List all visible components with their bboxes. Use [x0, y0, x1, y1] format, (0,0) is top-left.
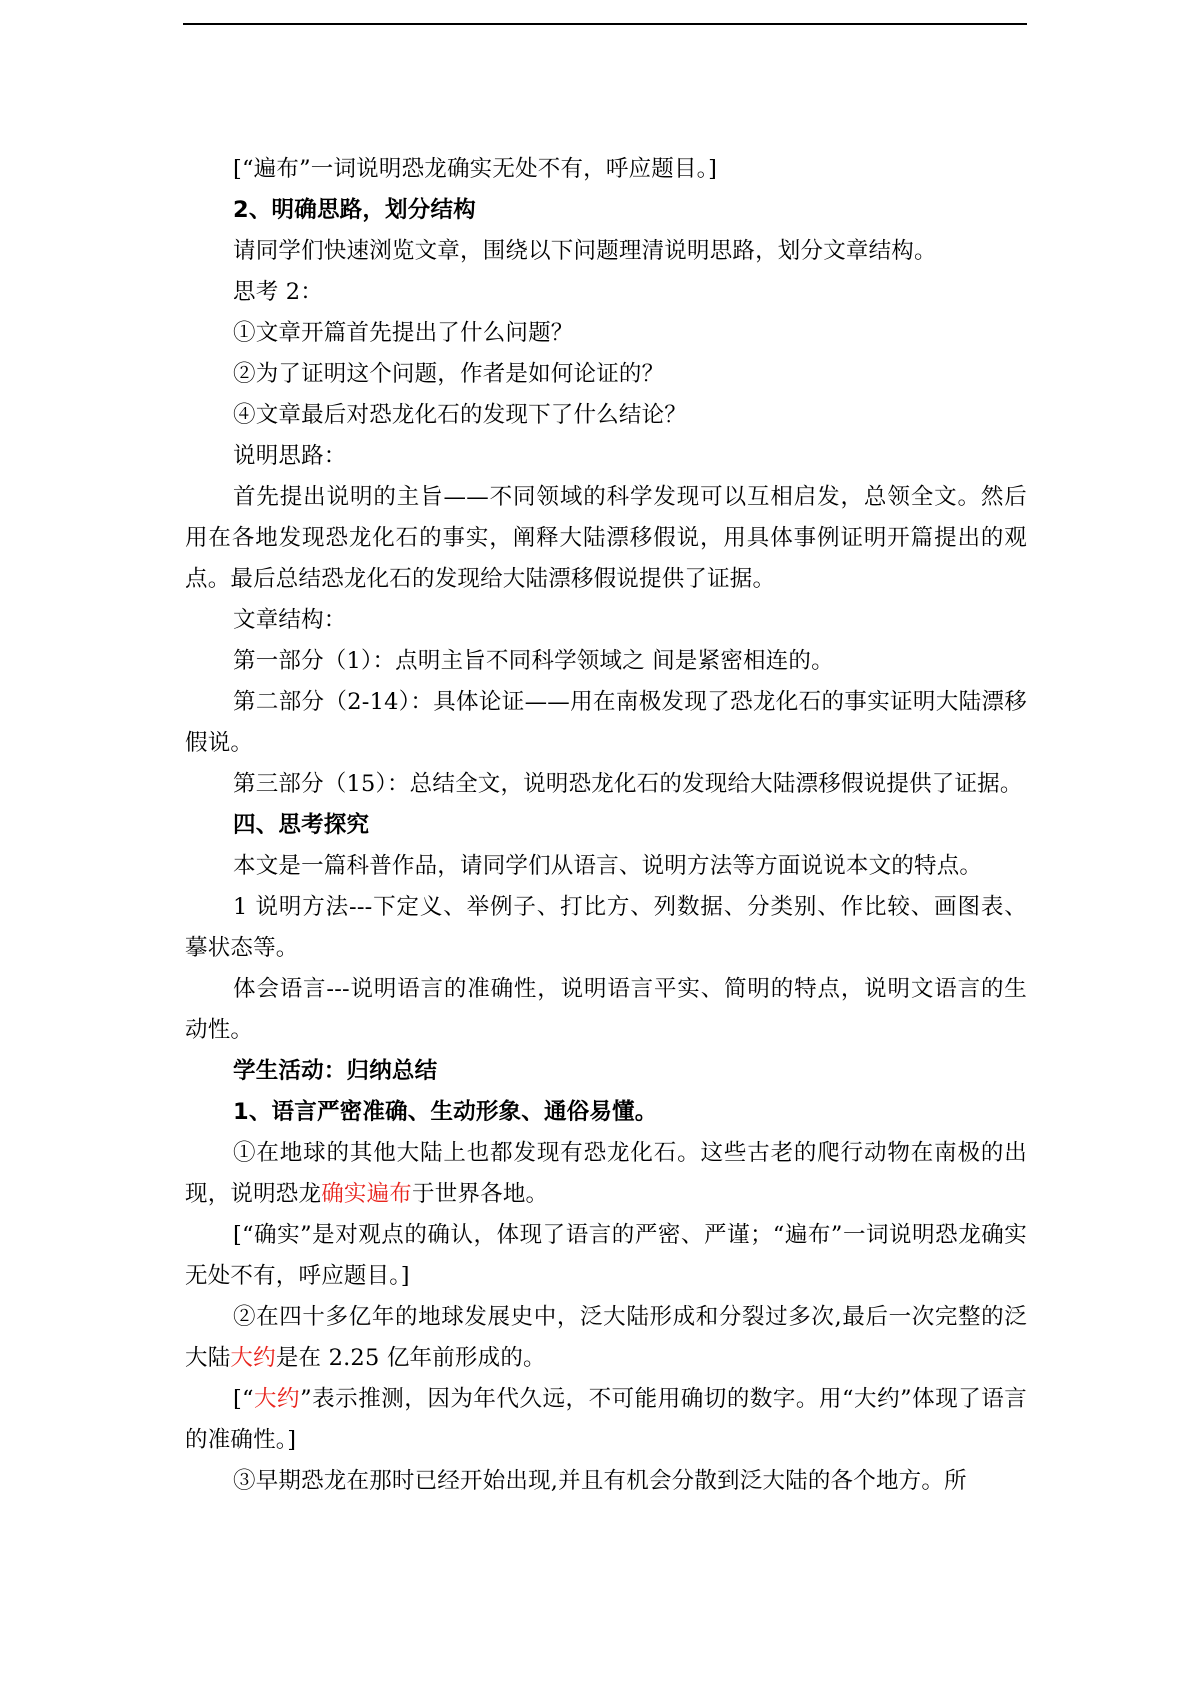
highlighted-text: 大约: [230, 1345, 276, 1371]
paragraph-p03: [185, 231, 1027, 272]
paragraph-text: 于世界各地。: [412, 1181, 549, 1207]
paragraph-p11: [185, 641, 1027, 682]
paragraph-text: ②在四十多亿年的地球发展史中，泛大陆形成和分裂过多次,最后一次完整的泛大陆: [185, 1304, 1027, 1371]
paragraph-text: 2、明确思路，划分结构: [233, 197, 476, 223]
paragraph-text: 体会语言---说明语言的准确性，说明语言平实、简明的特点，说明文语言的生动性。: [185, 976, 1027, 1043]
paragraph-p06: [185, 354, 1027, 395]
paragraph-p23: [185, 1379, 1027, 1461]
paragraph-p07: [185, 395, 1027, 436]
paragraph-text: [“遍布”一词说明恐龙确实无处不有，呼应题目。]: [233, 156, 718, 182]
paragraph-text: ②为了证明这个问题，作者是如何论证的？: [233, 361, 665, 387]
paragraph-p12: [185, 682, 1027, 764]
paragraph-p21: [185, 1215, 1027, 1297]
paragraph-text: 思考 2：: [233, 279, 323, 305]
paragraph-text: ④文章最后对恐龙化石的发现下了什么结论？: [233, 402, 688, 428]
paragraph-text: ①文章开篇首先提出了什么问题？: [233, 320, 574, 346]
paragraph-text: 第二部分（2-14）：具体论证——用在南极发现了恐龙化石的事实证明大陆漂移假说。: [185, 689, 1027, 756]
paragraph-p04: [185, 272, 1027, 313]
highlighted-text: 大约: [253, 1386, 301, 1412]
paragraph-text: ③早期恐龙在那时已经开始出现,并且有机会分散到泛大陆的各个地方。所: [233, 1468, 967, 1494]
paragraph-p01: [185, 149, 1027, 190]
paragraph-text: 文章结构：: [233, 607, 347, 633]
paragraph-text: 1、语言严密准确、生动形象、通俗易懂。: [233, 1099, 658, 1125]
paragraph-p10: [185, 600, 1027, 641]
highlighted-text: 确实遍布: [321, 1181, 413, 1207]
paragraph-p24: [185, 1461, 1027, 1502]
paragraph-p17: [185, 969, 1027, 1051]
paragraph-text: 四、思考探究: [233, 812, 370, 838]
paragraph-text: 本文是一篇科普作品，请同学们从语言、说明方法等方面说说本文的特点。: [233, 853, 983, 879]
header-rule: [183, 23, 1027, 25]
paragraph-text: [“确实”是对观点的确认，体现了语言的严密、严谨；“遍布”一词说明恐龙确实无处不有，呼应题目。]: [185, 1222, 1027, 1289]
paragraph-p22: [185, 1297, 1027, 1379]
paragraph-p02: [185, 190, 1027, 231]
paragraph-text: ①在地球的其他大陆上也都发现有恐龙化石。这些古老的爬行动物在南极的出现，说明恐龙: [185, 1140, 1027, 1207]
paragraph-p14: [185, 805, 1027, 846]
paragraph-text: 第一部分（1）：点明主旨不同科学领域之 间是紧密相连的。: [233, 648, 834, 674]
paragraph-p19: [185, 1092, 1027, 1133]
paragraph-text: 第三部分（15）：总结全文，说明恐龙化石的发现给大陆漂移假说提供了证据。: [233, 771, 1023, 797]
paragraph-p20: [185, 1133, 1027, 1215]
paragraph-p13: [185, 764, 1027, 805]
paragraph-text: 请同学们快速浏览文章，围绕以下问题理清说明思路，划分文章结构。: [233, 238, 937, 264]
paragraph-text: 首先提出说明的主旨——不同领域的科学发现可以互相启发，总领全文。然后用在各地发现恐龙化石的事实，阐释大陆漂移假说，用具体事例证明开篇提出的观点。最后总结恐龙化石的发现给大陆漂移假说提供了证据。: [185, 484, 1027, 592]
paragraph-text: 1 说明方法---下定义、举例子、打比方、列数据、分类别、作比较、画图表、摹状态等。: [185, 894, 1027, 961]
document-body: [185, 149, 1027, 1502]
paragraph-p16: [185, 887, 1027, 969]
paragraph-text: 说明思路：: [233, 443, 347, 469]
paragraph-text: 是在 2.25 亿年前形成的。: [275, 1345, 546, 1371]
paragraph-p08: [185, 436, 1027, 477]
paragraph-p18: [185, 1051, 1027, 1092]
paragraph-text: [“: [233, 1386, 254, 1412]
paragraph-p09: [185, 477, 1027, 600]
paragraph-text: ”表示推测，因为年代久远，不可能用确切的数字。用“大约”体现了语言的准确性。]: [185, 1386, 1028, 1453]
paragraph-p05: [185, 313, 1027, 354]
paragraph-text: 学生活动：归纳总结: [233, 1058, 438, 1084]
paragraph-p15: [185, 846, 1027, 887]
